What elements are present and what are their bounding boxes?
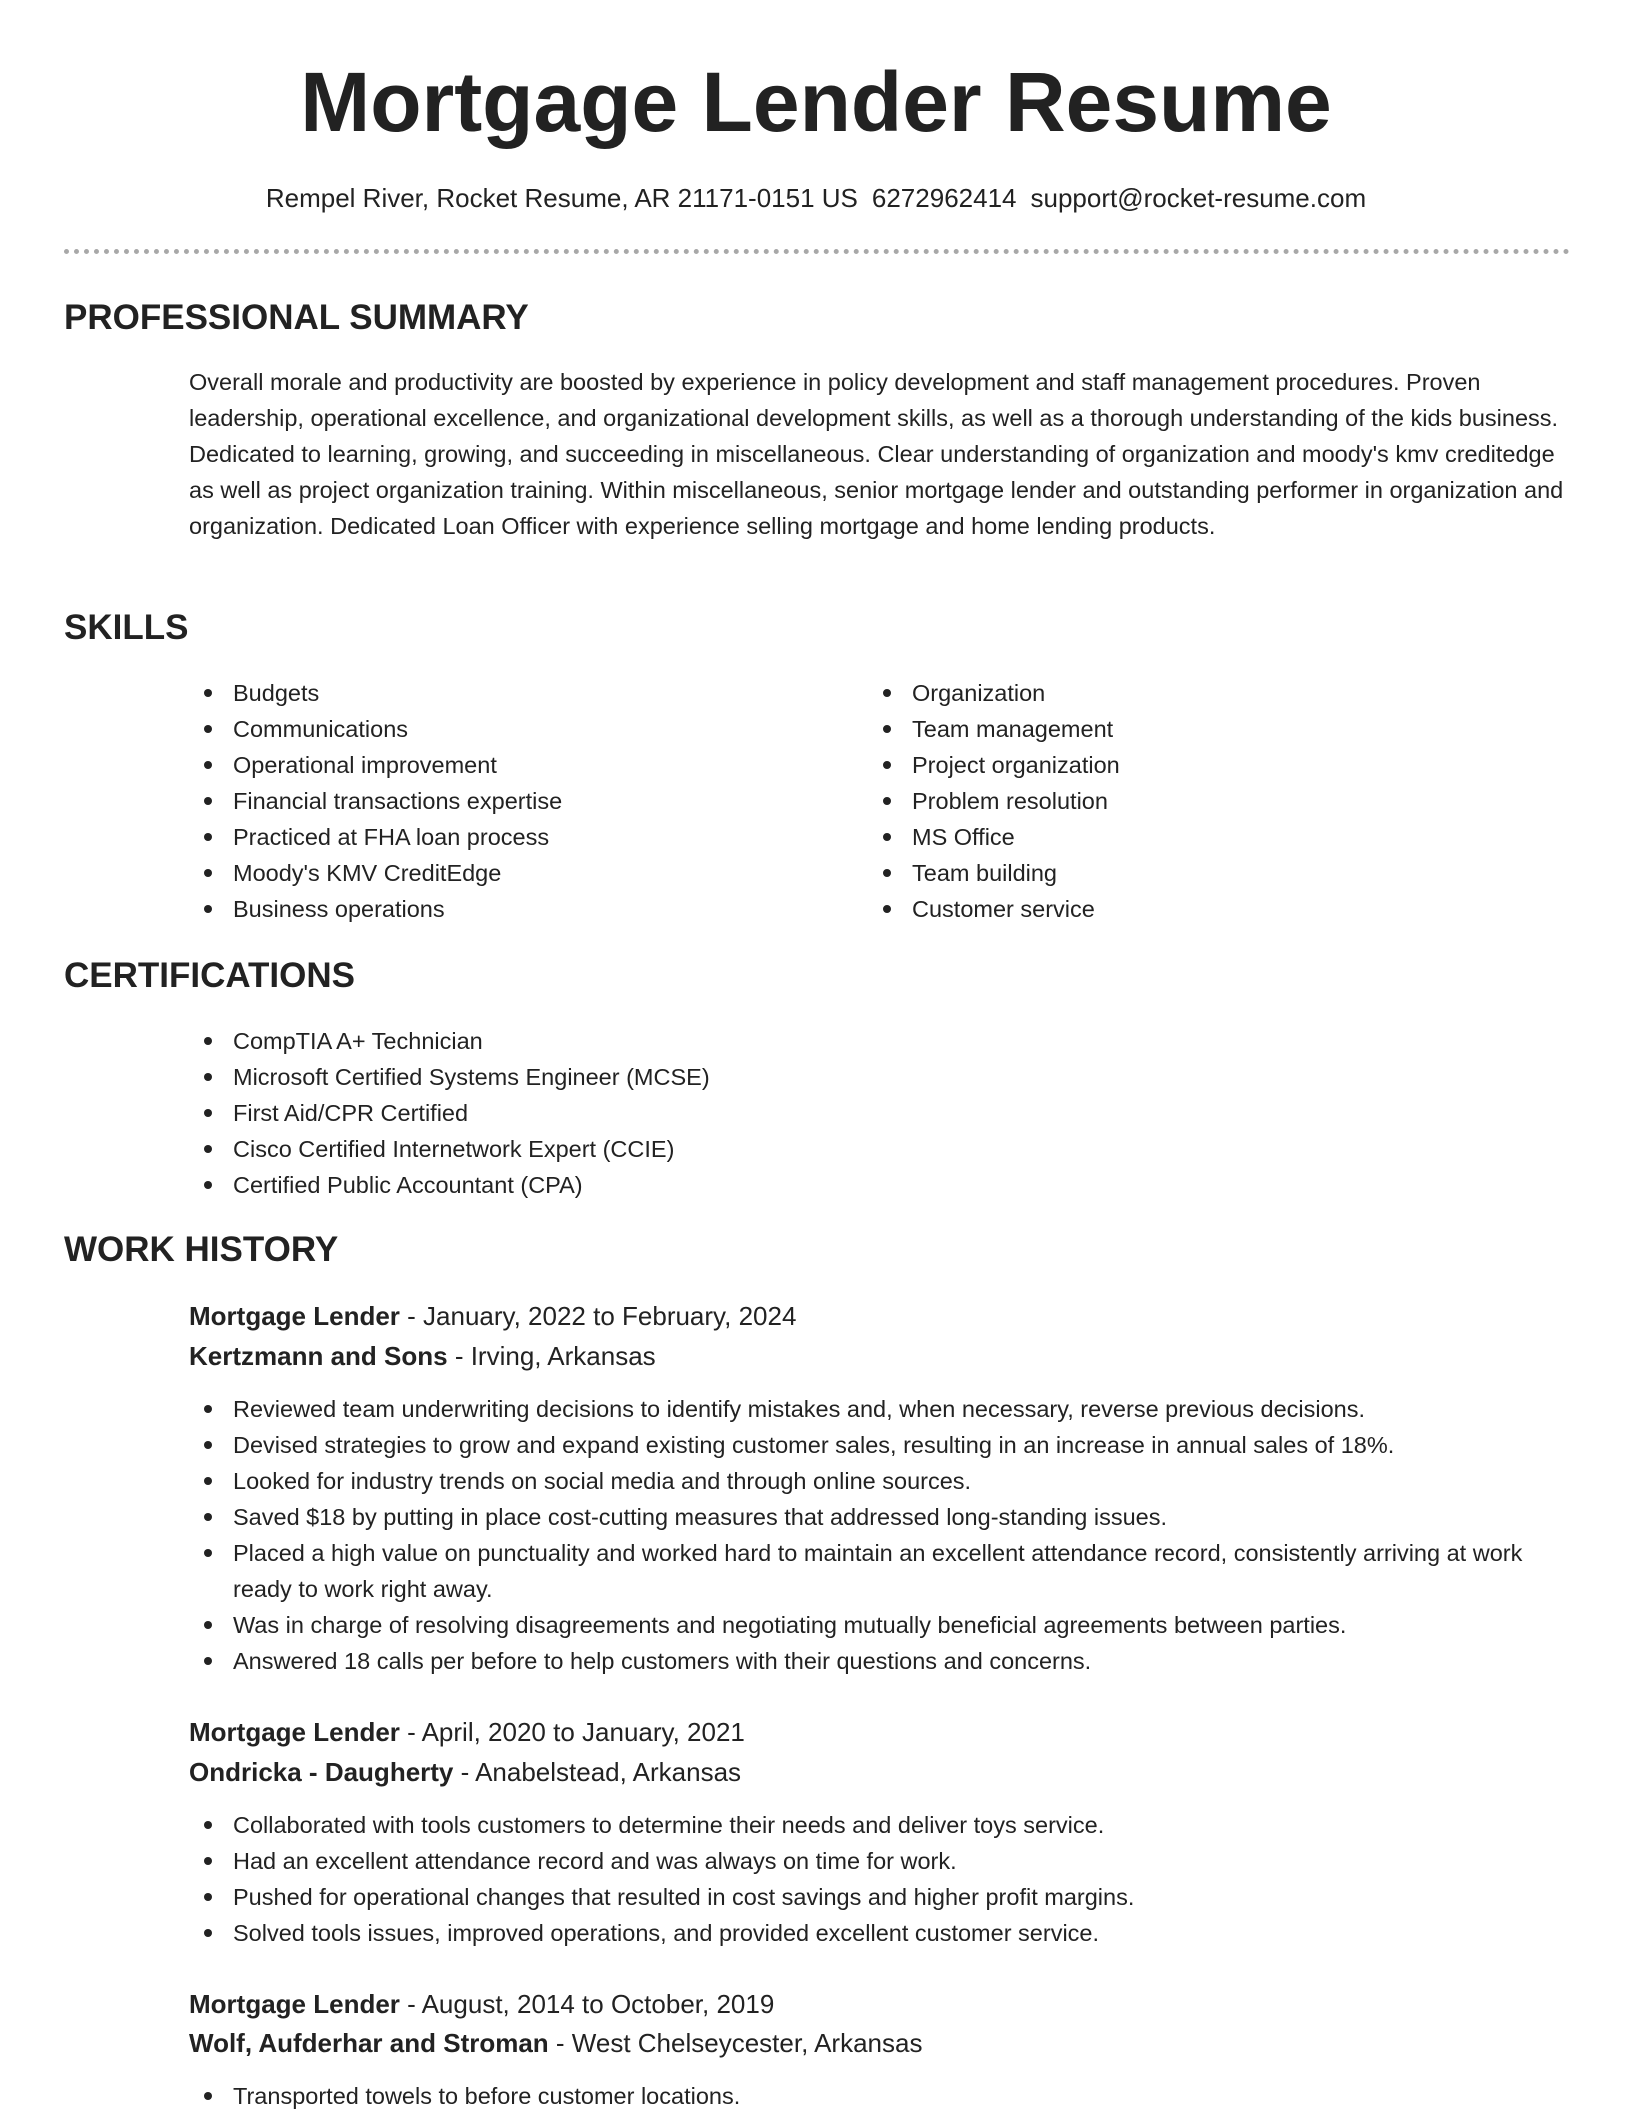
job-bullet: Reviewed team underwriting decisions to identify mistakes and, when necessary, reverse previous decisions. — [189, 1391, 1574, 1427]
skill-item: Practiced at FHA loan process — [189, 819, 829, 855]
job-title-line — [189, 1984, 774, 2024]
summary-heading: PROFESSIONAL SUMMARY — [64, 298, 529, 337]
job-bullet: Placed a high value on punctuality and worked hard to maintain an excellent attendance record, consistently arriving at work ready to work right away. — [189, 1535, 1574, 1607]
certification-item: Certified Public Accountant (CPA) — [189, 1167, 1574, 1203]
job-bullet: Collaborated with tools customers to determine their needs and deliver toys service. — [189, 1807, 1574, 1843]
skill-item: Project organization — [868, 747, 1508, 783]
job-company-line — [189, 1752, 741, 1792]
job-bullet: Devised strategies to grow and expand existing customer sales, resulting in an increase in annual sales of 18%. — [189, 1427, 1574, 1463]
skill-item: Moody's KMV CreditEdge — [189, 855, 829, 891]
job-role: Mortgage Lender — [189, 1301, 400, 1331]
contact-phone: 6272962414 — [871, 183, 1017, 213]
job-bullet: Was in charge of resolving disagreements and negotiating mutually beneficial agreements between parties. — [189, 1607, 1574, 1643]
skill-item: Organization — [868, 675, 1508, 711]
skill-item: Team building — [868, 855, 1508, 891]
header-divider — [64, 249, 1570, 254]
job-bullet: Saved $18 by putting in place cost-cutting measures that addressed long-standing issues. — [189, 1499, 1574, 1535]
certifications-list — [189, 1023, 1574, 1203]
contact-email: support@rocket-resume.com — [1030, 183, 1367, 213]
job-role: Mortgage Lender — [189, 1717, 400, 1747]
skills-list-left — [189, 675, 829, 927]
skill-item: Team management — [868, 711, 1508, 747]
resume-title: Mortgage Lender Resume — [300, 55, 1332, 149]
job-dates: - January, 2022 to February, 2024 — [399, 1301, 797, 1331]
certification-item: Cisco Certified Internetwork Expert (CCIE) — [189, 1131, 1574, 1167]
job-company: Ondricka - Daugherty — [189, 1757, 454, 1787]
job-bullet: Solved tools issues, improved operations, and provided excellent customer service. — [189, 1915, 1574, 1951]
certification-item: First Aid/CPR Certified — [189, 1095, 1574, 1131]
job-company-line — [189, 1336, 656, 1376]
skill-item: Customer service — [868, 891, 1508, 927]
contact-line — [0, 178, 1632, 218]
skill-item: Operational improvement — [189, 747, 829, 783]
job-company: Kertzmann and Sons — [189, 1341, 448, 1371]
work-history-heading: WORK HISTORY — [64, 1230, 339, 1269]
job-bullets — [189, 1391, 1574, 1679]
job-company: Wolf, Aufderhar and Stroman — [189, 2028, 549, 2058]
skill-item: Business operations — [189, 891, 829, 927]
job-location: - Anabelstead, Arkansas — [453, 1757, 742, 1787]
certification-item: Microsoft Certified Systems Engineer (MCSE) — [189, 1059, 1574, 1095]
job-role: Mortgage Lender — [189, 1989, 400, 2019]
skill-item: MS Office — [868, 819, 1508, 855]
job-bullet: Had an excellent attendance record and was always on time for work. — [189, 1843, 1574, 1879]
summary-text: Overall morale and productivity are boosted by experience in policy development and staff management procedures. Proven leadership, operational excellence, and organizational development skills, as well as a thorough understanding of the kids business. Dedicated to learning, growing, and succeeding in miscellaneous. Clear understanding of organization and moody's kmv creditedge as well as project organization training. Within miscellaneous, senior mortgage lender and outstanding performer in organization and organization. Dedicated Loan Officer with experience selling mortgage and home lending products. — [189, 369, 1564, 539]
job-bullet: Answered 18 calls per before to help customers with their questions and concerns. — [189, 1643, 1574, 1679]
job-title-line — [189, 1296, 796, 1336]
contact-address: Rempel River, Rocket Resume, AR 21171-0151 US — [265, 183, 858, 213]
job-bullet: Looked for industry trends on social media and through online sources. — [189, 1463, 1574, 1499]
skill-item: Budgets — [189, 675, 829, 711]
skills-list-right — [868, 675, 1508, 927]
skills-heading: SKILLS — [64, 608, 189, 647]
job-location: - Irving, Arkansas — [447, 1341, 656, 1371]
job-bullets — [189, 1807, 1574, 1951]
certification-item: CompTIA A+ Technician — [189, 1023, 1574, 1059]
job-location: - West Chelseycester, Arkansas — [548, 2028, 923, 2058]
job-dates: - April, 2020 to January, 2021 — [399, 1717, 745, 1747]
job-dates: - August, 2014 to October, 2019 — [399, 1989, 775, 2019]
job-bullet: Transported towels to before customer locations. — [189, 2078, 1574, 2114]
skill-item: Communications — [189, 711, 829, 747]
skill-item: Problem resolution — [868, 783, 1508, 819]
job-title-line — [189, 1712, 745, 1752]
job-company-line — [189, 2023, 922, 2063]
certifications-heading: CERTIFICATIONS — [64, 956, 356, 995]
job-bullets — [189, 2078, 1574, 2114]
job-bullet: Pushed for operational changes that resulted in cost savings and higher profit margins. — [189, 1879, 1574, 1915]
skill-item: Financial transactions expertise — [189, 783, 829, 819]
